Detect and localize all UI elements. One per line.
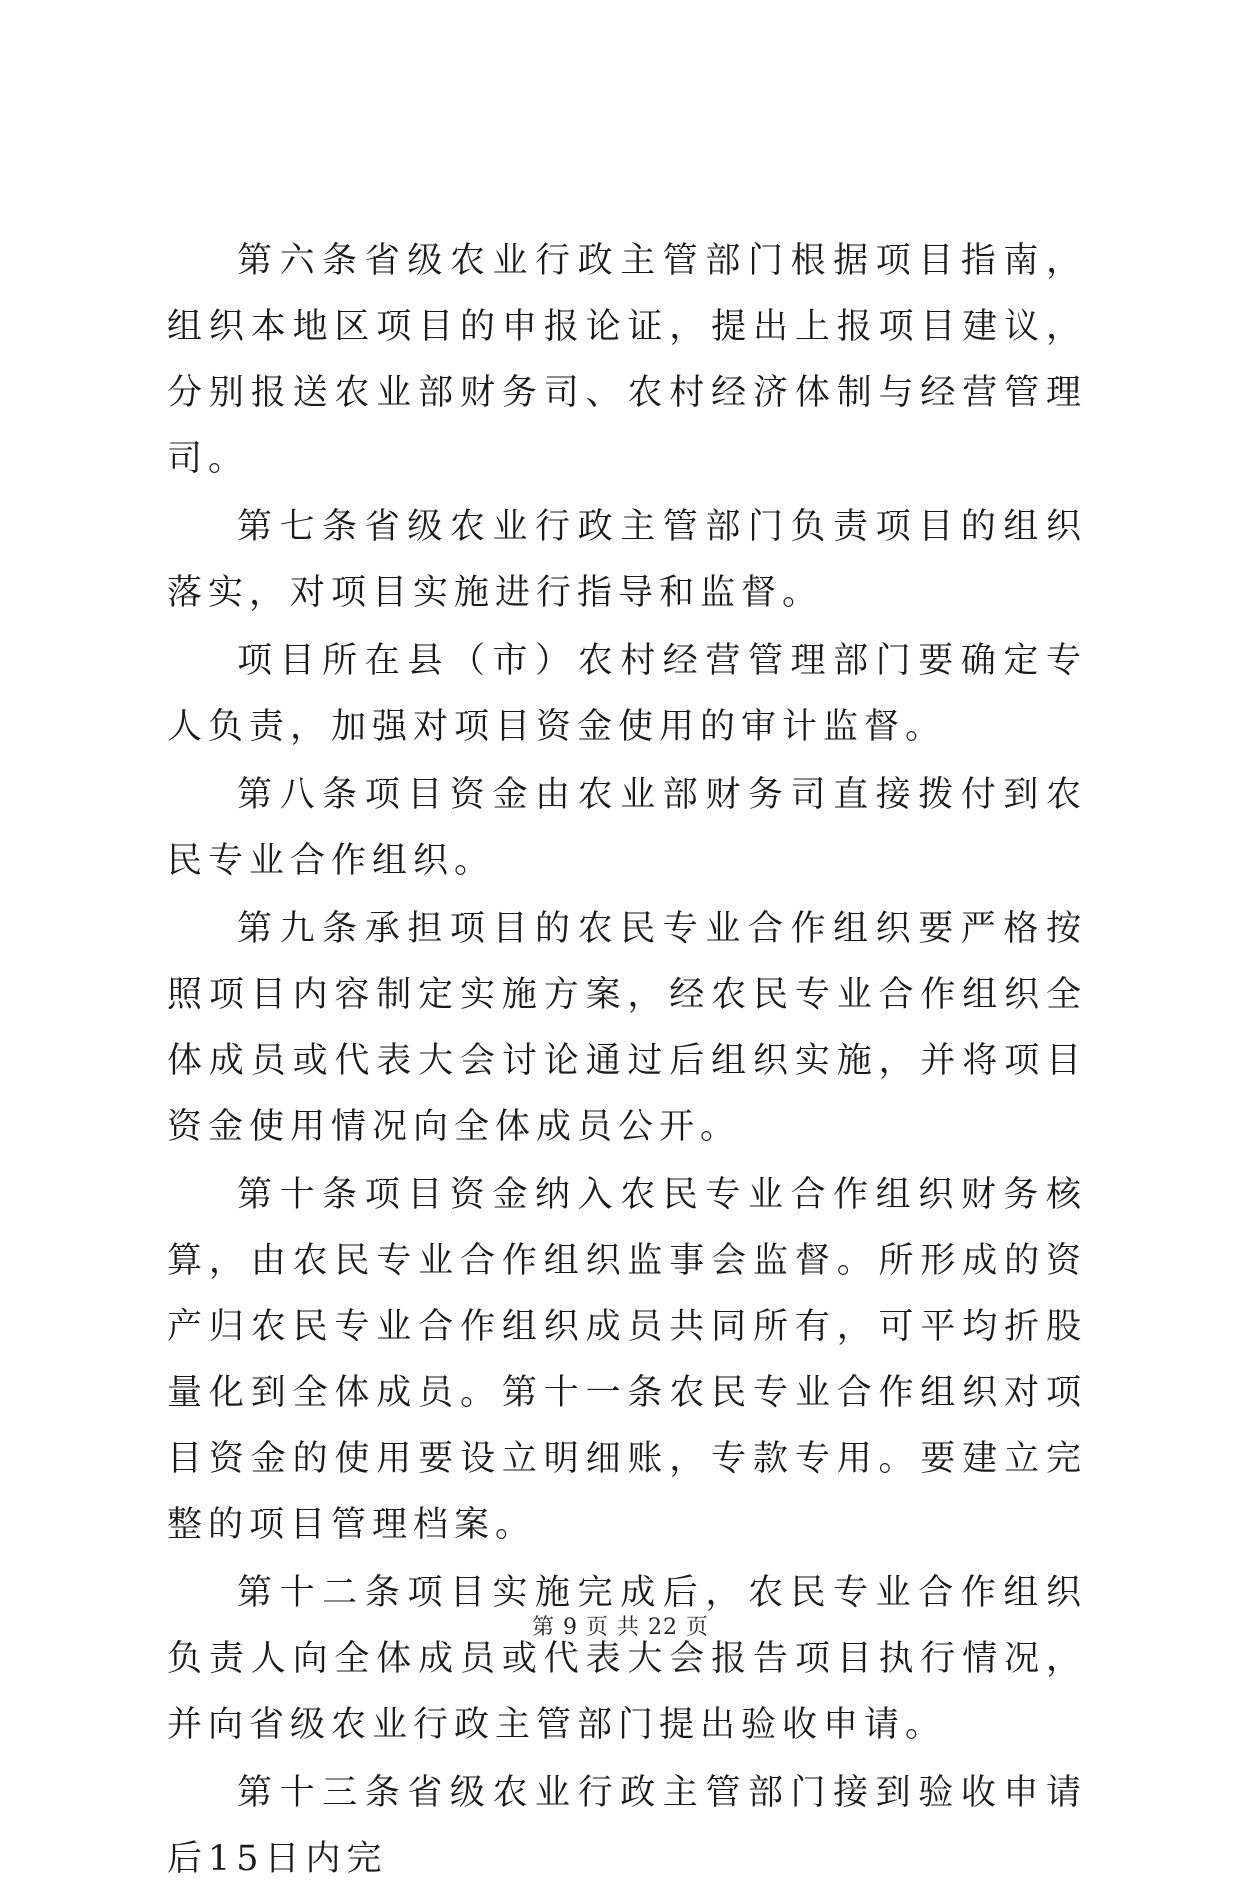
paragraph-article-9: 第九条承担项目的农民专业合作组织要严格按照项目内容制定实施方案，经农民专业合作组织全体成员或代表大会讨论通过后组织实施，并将项目资金使用情况向全体成员公开。 — [167, 909, 1087, 1147]
paragraph-article-12: 第十二条项目实施完成后，农民专业合作组织负责人向全体成员或代表大会报告项目执行情况，并向省级农业行政主管部门提出验收申请。 — [167, 1573, 1087, 1745]
paragraph-article-6: 第六条省级农业行政主管部门根据项目指南，组织本地区项目的申报论证，提出上报项目建议，分别报送农业部财务司、农村经济体制与经营管理司。 — [167, 241, 1087, 479]
paragraph-article-8: 第八条项目资金由农业部财务司直接拨付到农民专业合作组织。 — [167, 775, 1087, 881]
paragraph-article-7: 第七条省级农业行政主管部门负责项目的组织落实，对项目实施进行指导和监督。 — [167, 507, 1087, 613]
page-number-footer: 第 9 页 共 22 页 — [532, 1615, 709, 1640]
paragraph-article-10-11: 第十条项目资金纳入农民专业合作组织财务核算，由农民专业合作组织监事会监督。所形成的资产归农民专业合作组织成员共同所有，可平均折股量化到全体成员。第十一条农民专业合作组织对项目资金的使用要设立明细账，专款专用。要建立完整的项目管理档案。 — [167, 1175, 1087, 1545]
document-body — [167, 228, 1087, 1894]
paragraph-article-13: 第十三条省级农业行政主管部门接到验收申请后15日内完 — [167, 1773, 1087, 1879]
paragraph-county-audit: 项目所在县（市）农村经营管理部门要确定专人负责，加强对项目资金使用的审计监督。 — [167, 641, 1087, 747]
